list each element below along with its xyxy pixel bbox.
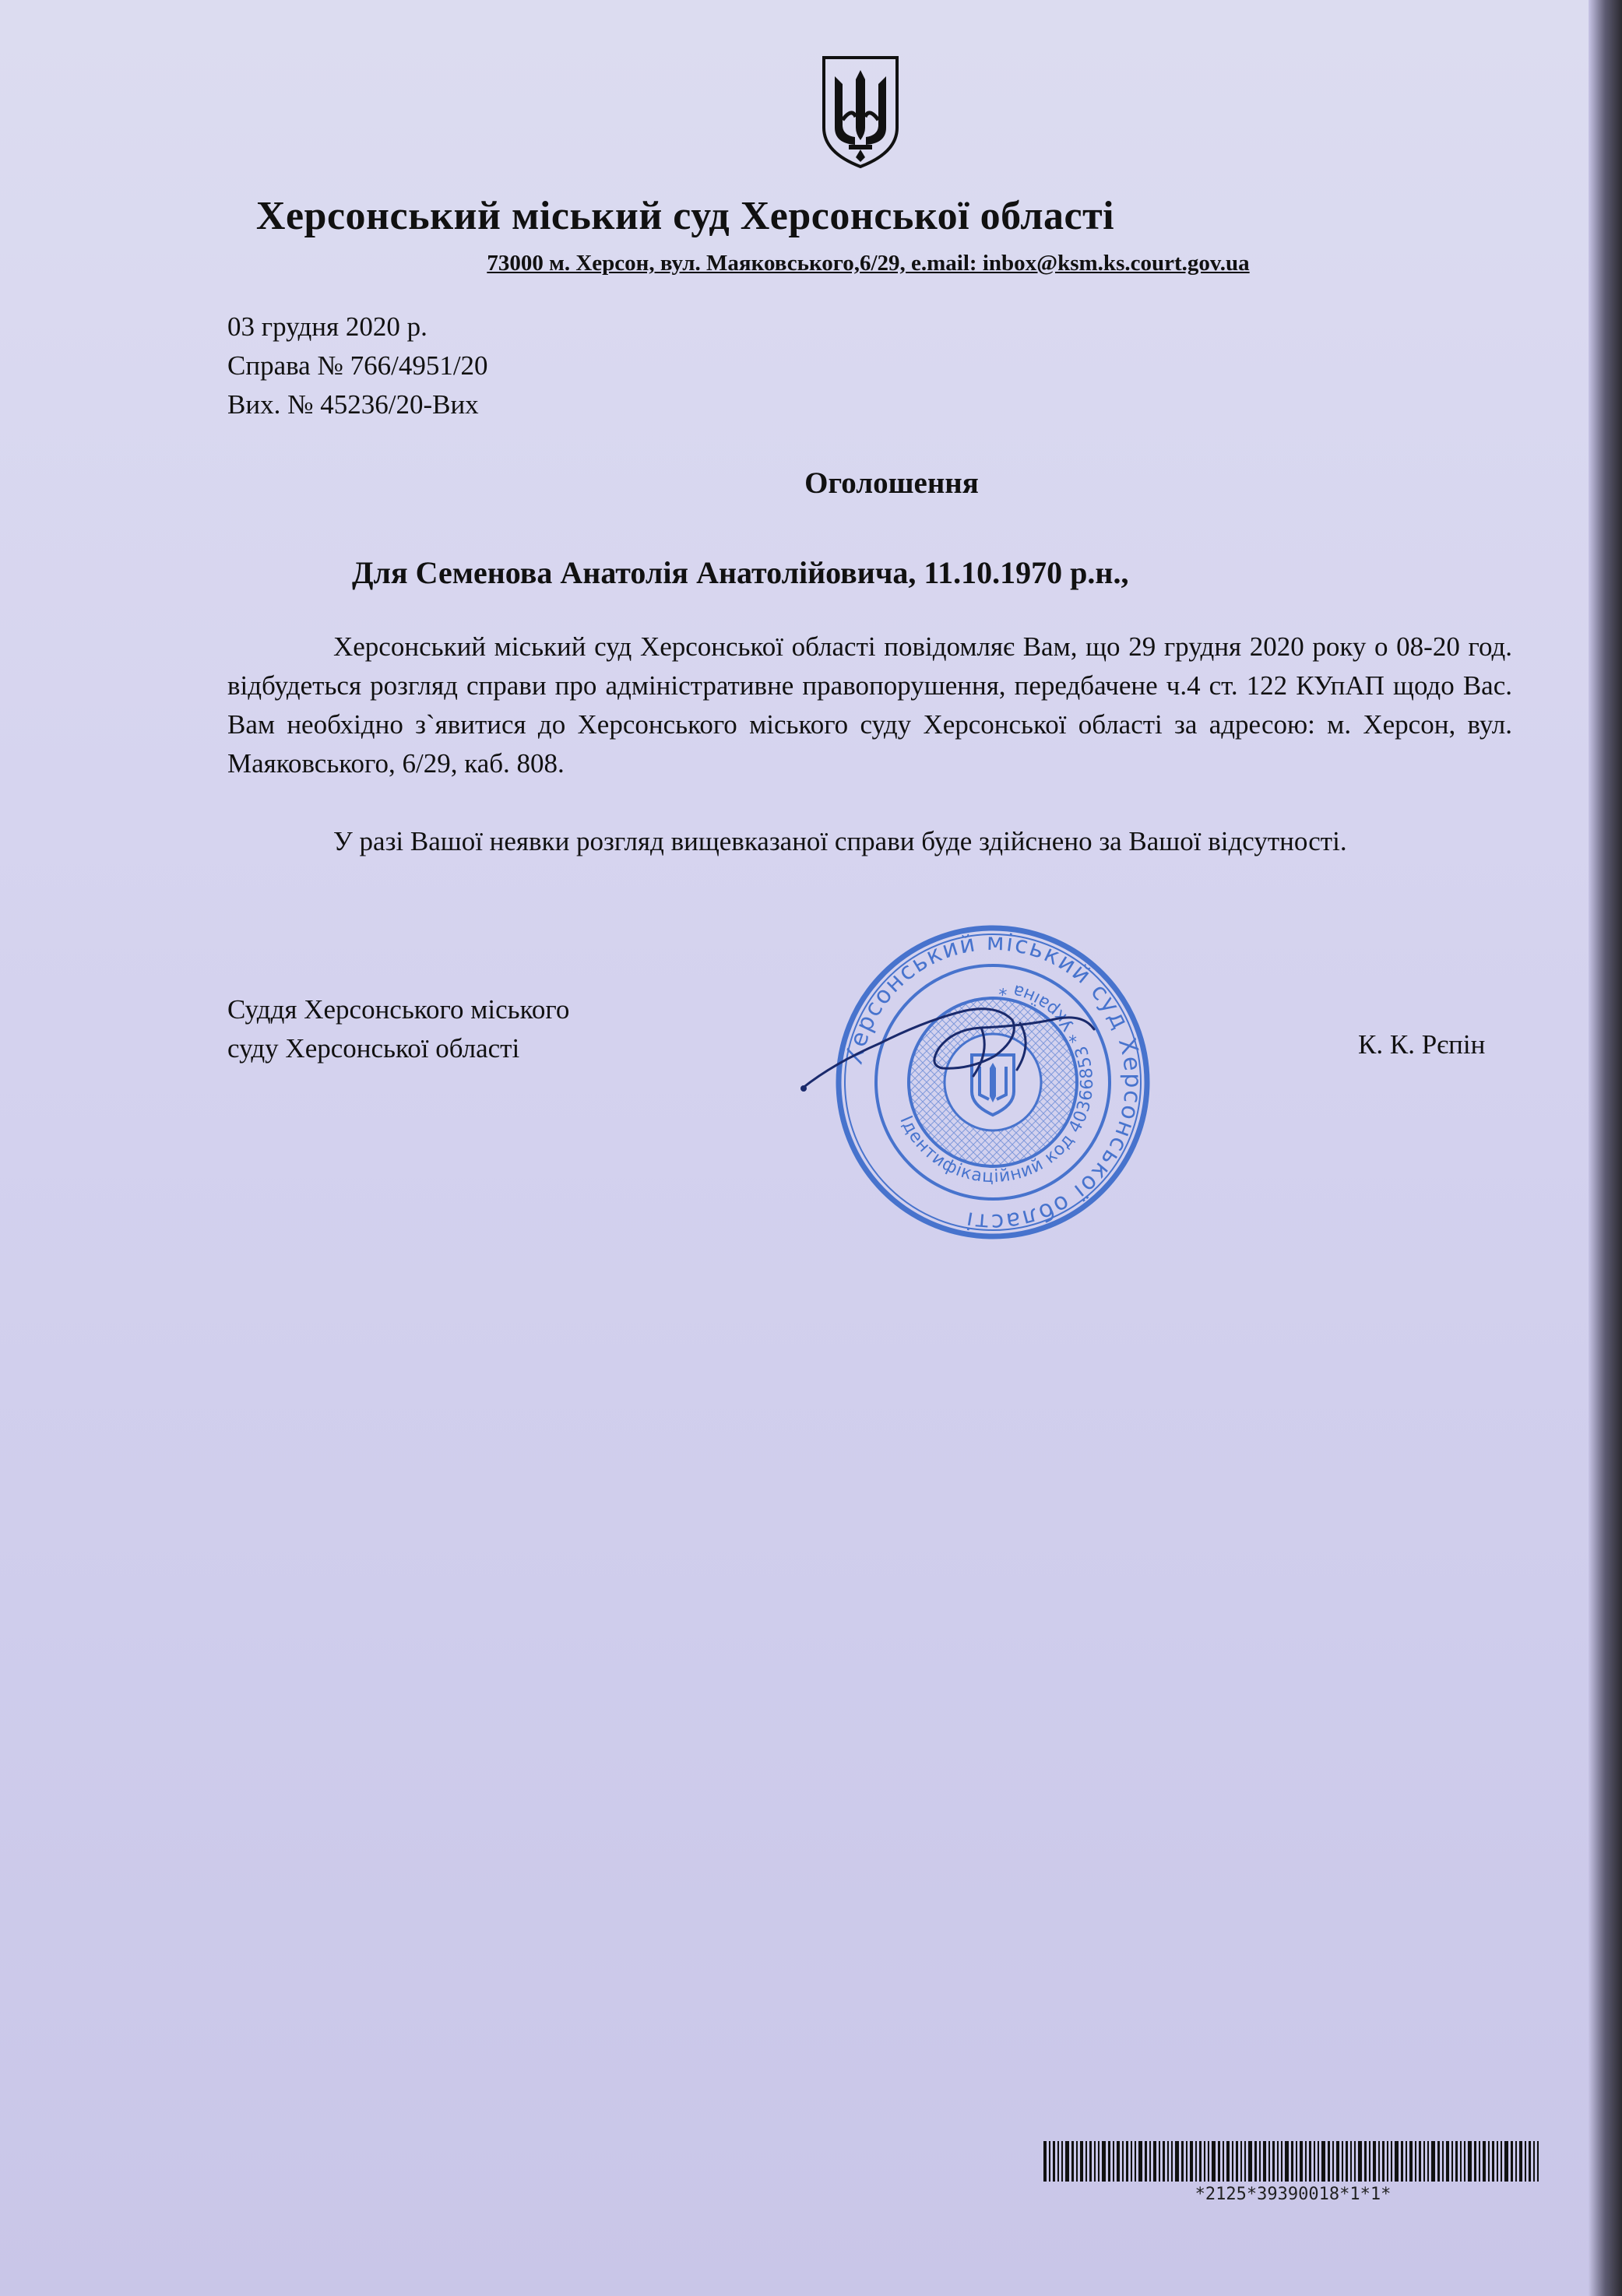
notice-title: Оголошення [804, 466, 979, 500]
court-name: Херсонський міський суд Херсонської області [255, 194, 1115, 238]
barcode-text: *2125*39390018*1*1* [1195, 2185, 1392, 2204]
notice-paragraph-1: Херсонський міський суд Херсонської області повідомляє Вам, що 29 грудня 2020 року о 08-20 год. відбудеться розгляд справи про адміністративне правопорушення, передбачене ч.4 ст. 122 КУпАП щодо Вас. Вам необхідно з`явитися до Херсонського міського суду Херсонської області за адресою: м. Херсон, вул. Маяковського, 6/29, каб. 808. [227, 631, 1512, 779]
judge-position-line-2: суду Херсонської області [227, 1033, 520, 1064]
court-address: 73000 м. Херсон, вул. Маяковського,6/29, e.mail: inbox@ksm.ks.court.gov.ua [487, 251, 1250, 276]
judge-position [227, 990, 569, 1068]
notice-paragraph-2: У разі Вашої неявки розгляд вищевказаної справи буде здійснено за Вашої відсутності. [333, 826, 1347, 856]
judge-position-line-1: Суддя Херсонського міського [227, 994, 570, 1025]
svg-text:Херсонський міський суд Херсон: Херсонський міський суд Херсонської області [840, 928, 1147, 1236]
svg-text:Ідентифікаційний код 40366853: Ідентифікаційний код 40366853 * Україна * [895, 978, 1098, 1187]
judge-signature-icon [786, 989, 1114, 1106]
document-date: 03 грудня 2020 р. [227, 311, 427, 342]
outgoing-number: Вих. № 45236/20-Вих [227, 389, 479, 420]
document-meta [227, 308, 488, 424]
notice-recipient: Для Семенова Анатолія Анатолійовича, 11.10.1970 р.н., [352, 555, 1129, 590]
judge-name: К. К. Рєпін [1358, 1029, 1486, 1060]
trident-icon [818, 53, 903, 170]
barcode-icon [1042, 2141, 1544, 2182]
page-edge-shadow [1589, 0, 1622, 2296]
case-number: Справа № 766/4951/20 [227, 350, 488, 381]
